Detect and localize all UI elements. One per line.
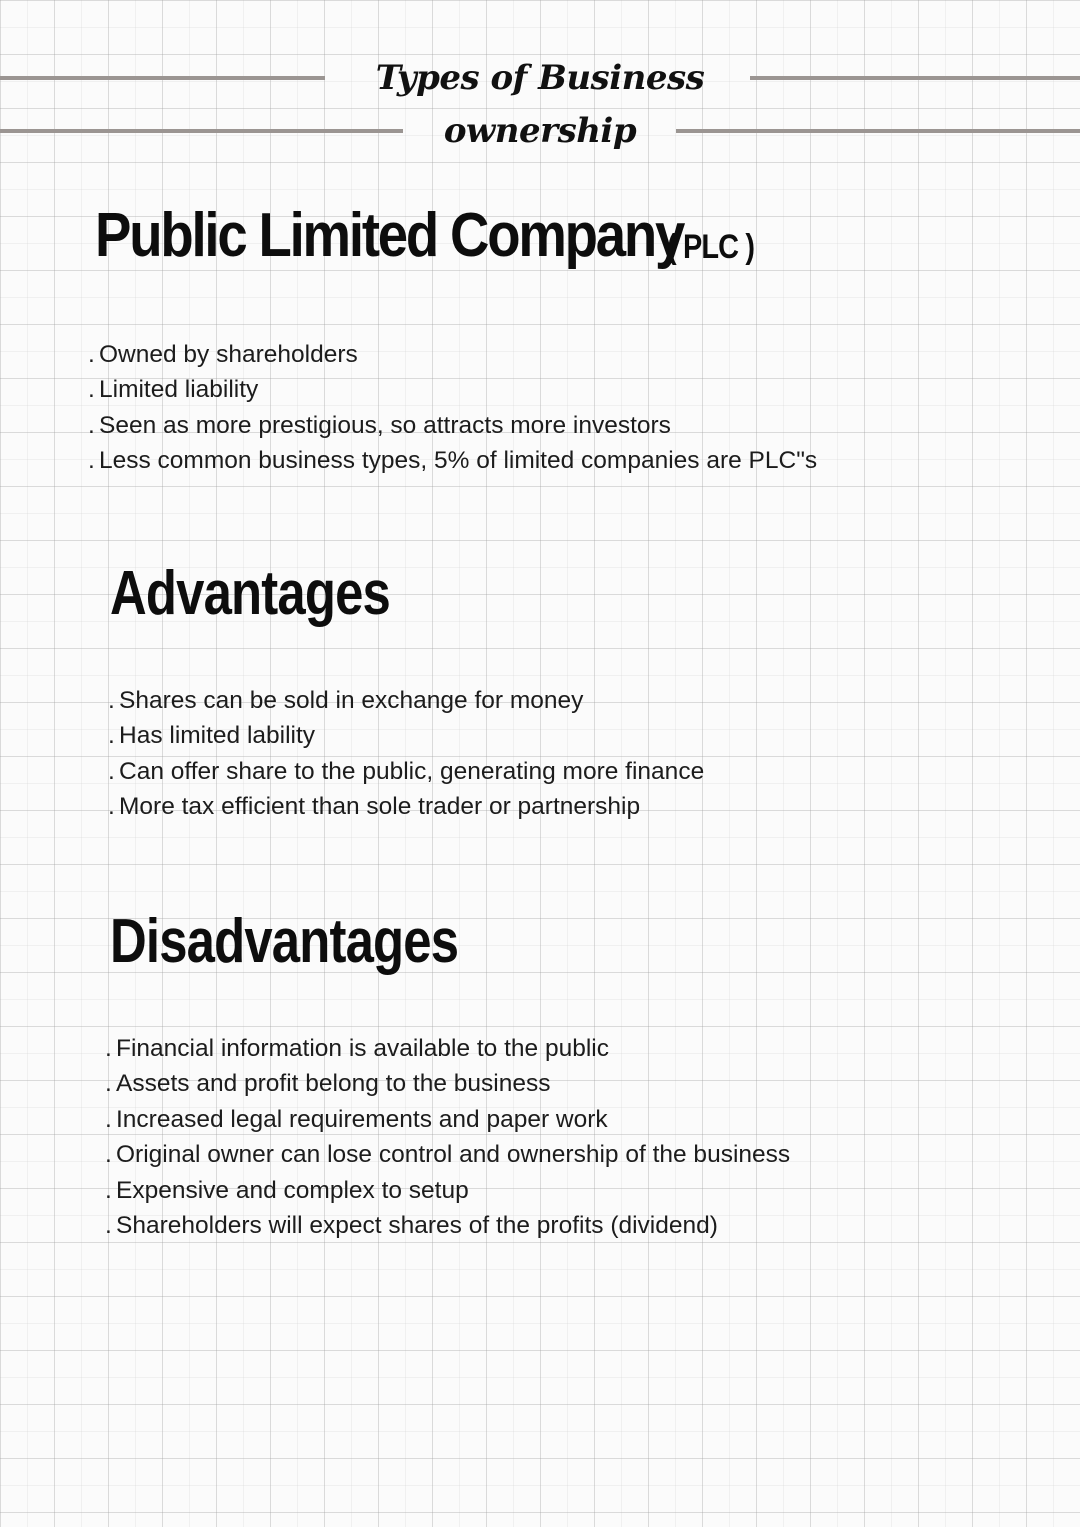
bullet-marker: . bbox=[108, 757, 115, 785]
list-item-text: Has limited lability bbox=[119, 722, 316, 750]
bullet-marker: . bbox=[108, 722, 115, 750]
disadvantages-bullet-list bbox=[105, 1031, 790, 1243]
list-item bbox=[88, 337, 817, 372]
bullet-marker: . bbox=[105, 1176, 112, 1204]
bullet-marker: . bbox=[108, 793, 115, 821]
bullet-marker: . bbox=[88, 376, 95, 404]
list-item bbox=[108, 683, 704, 718]
list-item-text: Financial information is available to the public bbox=[116, 1035, 609, 1062]
bullet-marker: . bbox=[88, 411, 95, 439]
list-item-text: Increased legal requirements and paper work bbox=[116, 1105, 608, 1133]
bullet-marker: . bbox=[105, 1035, 112, 1062]
advantages-bullet-list bbox=[108, 683, 704, 825]
bullet-marker: . bbox=[105, 1105, 112, 1133]
list-item bbox=[105, 1102, 790, 1137]
main-heading bbox=[95, 200, 763, 271]
disadvantages-heading: Disadvantages bbox=[110, 907, 459, 976]
list-item bbox=[105, 1137, 790, 1172]
bullet-marker: . bbox=[108, 687, 115, 714]
list-item bbox=[105, 1173, 790, 1208]
list-item bbox=[105, 1066, 790, 1101]
list-item-text: Seen as more prestigious, so attracts more investors bbox=[99, 411, 671, 439]
list-item bbox=[108, 718, 704, 753]
list-item bbox=[105, 1031, 790, 1066]
list-item bbox=[105, 1208, 790, 1243]
page-title-line-1: Types of Business bbox=[375, 58, 705, 98]
list-item-text: Shares can be sold in exchange for money bbox=[119, 687, 584, 714]
list-item-text: Owned by shareholders bbox=[99, 341, 358, 368]
list-item bbox=[88, 443, 817, 478]
list-item-text: Shareholders will expect shares of the profits (dividend) bbox=[116, 1212, 718, 1240]
list-item-text: Can offer share to the public, generating more finance bbox=[119, 757, 705, 785]
list-item bbox=[88, 372, 817, 407]
list-item-text: Limited liability bbox=[99, 376, 259, 404]
bullet-marker: . bbox=[105, 1070, 112, 1098]
bullet-marker: . bbox=[105, 1141, 112, 1169]
list-item bbox=[108, 789, 704, 824]
list-item bbox=[88, 408, 817, 443]
bullet-marker: . bbox=[88, 341, 95, 368]
list-item-text: Original owner can lose control and ownership of the business bbox=[116, 1141, 791, 1169]
main-heading-abbreviation: ( PLC ) bbox=[667, 228, 755, 266]
intro-bullet-list bbox=[88, 337, 817, 479]
list-item-text: Expensive and complex to setup bbox=[116, 1176, 469, 1204]
list-item-text: Less common business types, 5% of limited companies are PLC"s bbox=[99, 447, 818, 475]
main-heading-text: Public Limited Company bbox=[95, 201, 684, 270]
bullet-marker: . bbox=[105, 1212, 112, 1240]
list-item bbox=[108, 754, 704, 789]
bullet-marker: . bbox=[88, 447, 95, 475]
advantages-heading: Advantages bbox=[110, 559, 390, 628]
list-item-text: More tax efficient than sole trader or partnership bbox=[119, 793, 641, 821]
list-item-text: Assets and profit belong to the business bbox=[116, 1070, 551, 1098]
page-title-line-2: ownership bbox=[443, 111, 637, 151]
